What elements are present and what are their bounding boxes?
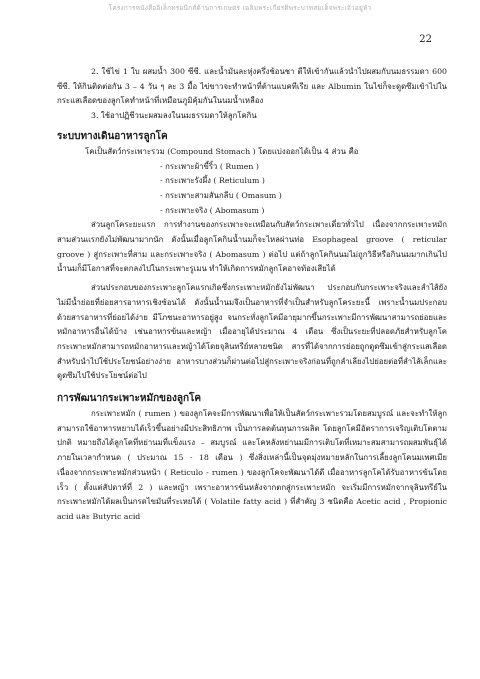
list-item: - กระเพาะรังผึ้ง ( Reticulum ) (160, 176, 265, 186)
list-item: - กระเพาะสามสันกลีบ ( Omasum ) (160, 190, 282, 200)
paragraph-5: ส่วนประกอบของกระเพาะลูกโคแรกเกิดซึ่งกระเพาะหมักยังไม่พัฒนา ประกอบกับกระเพาะจริงและลำไส้ยังไม่มีน้ำย่อยที่ย่อยสารอาหารเชิงซ้อนได้ ดังนั้นน้ำนมจึงเป็นอาหารที่จำเป็นสำหรับลูกโคระยะนี้ เพราะน้ำนมประกอบด้วยสารอาหารที่ย่อยได้ง่าย มีโภชนะอาหารอยู่สูง จนกระทั่งลูกโคมีอายุมากขึ้นกระเพาะมีการพัฒนาสามารถย่อยและหมักอาหารอื่นได้บ้าง เช่นอาหารข้นและหญ้า เมื่ออายุได้ประมาณ 4 เดือน ซึ่งเป็นระยะที่ปลอดภัยสำหรับลูกโค กระเพาะหมักสามารถหมักอาหารและหญ้าได้โดยจุลินทรีย์หลายชนิด สารที่ได้จากการย่อยถูกดูดซึมเข้าสู่กระแสเลือดสำหรับนำไปใช้ประโยชน์อย่างง่าย อาหารบางส่วนก็ผ่านต่อไปสู่กระเพาะจริงก่อนที่ถูกลำเลียงไปย่อยต่อที่ลำไส้เล็กและดูดซึมไปใช้ประโยชน์ต่อไป (57, 283, 447, 381)
heading-digestive-system: ระบบทางเดินอาหารลูกโค (57, 130, 168, 142)
paragraph-2: 3. ใช้อาปฏิชีวนะผสมลงในนมธรรมดาให้ลูกโคกิน (91, 111, 257, 121)
page-header: โครงการหนังสืออิเล็กทรอนิกส์ด้านการเกษตร เฉลิมพระเกียรติพระบาทสมเด็จพระเจ้าอยู่หัว (108, 4, 372, 12)
paragraph-4: ส่วนลูกโคระยะแรก การทำงานของกระเพาะจะเหมือนกับสัตว์กระเพาะเดี่ยวทั่วไป เนื่องจากกระเพาะหมักสามส่วนแรกยังไม่พัฒนามากนัก ดังนั้นเมื่อลูกโคกินน้ำนมก็จะไหลผ่านท่อ Esophageal groove ( reticular groove ) สู่กระเพาะที่สาม และกระเพาะจริง ( Abomasum ) ต่อไป แต่ถ้าลูกโคกินนมไม่ถูกวิธีหรือกินนมมากเกินไปน้ำนมก็มีโอกาสที่จะตกลงไปในกระเพาะรูเมน ทำให้เกิดการหมักลูกโคอาจท้องเสียได้ (57, 220, 447, 274)
list-item: - กระเพาะผ้าขี้ริ้ว ( Rumen ) (160, 161, 259, 171)
paragraph-6: กระเพาะหมัก ( rumen ) ของลูกโคจะมีการพัฒนาเพื่อให้เป็นสัตว์กระเพาะรวมโดยสมบูรณ์ และจะทำให้ลูกสามารถใช้อาหารหยาบได้เร็วขึ้นอย่างมีประสิทธิภาพ เป็นการลดต้นทุนการผลิต โดยลูกโคมีอัตราการเจริญเติบโตตามปกติ หมายถึงได้ลูกโคที่หย่านมที่แข็งแรง – สมบูรณ์ และโคหลังหย่านมมีการเติบโตที่เหมาะสมสามารถผสมพันธุ์ได้ภายในเวลากำหนด ( ประมาณ 15 - 18 เดือน ) ซึ่งสิ่งเหล่านี้เป็นจุดมุ่งหมายหลักในการเลี้ยงลูกโคนมเพศเมีย เนื่องจากกระเพาะหมักส่วนหน้า ( Reticulo - rumen ) ของลูกโคจะพัฒนาได้ดี เมื่ออาหารลูกโคได้รับอาหารข้นโดยเร็ว ( ตั้งแต่สัปดาห์ที่ 2 ) และหญ้า เพราะอาหารข้นหลังจากตกสู่กระเพาะหมัก จะเริ่มมีการหมักจากจุลินทรีย์ในกระเพาะหมักได้ผลเป็นกรดไขมันที่ระเหยได้ ( Volatile fatty acid ) ที่สำคัญ 3 ชนิดคือ Acetic acid , Propionic acid และ Butyric acid (57, 409, 447, 521)
list-item: - กระเพาะจริง ( Abomasum ) (160, 205, 265, 215)
paragraph-1: 2. ใช้ไข่ 1 ใบ ผสมน้ำ 300 ซีซี. และน้ำมันละหุ่งครึ่งช้อนชา ตีให้เข้ากันแล้วนำไปผสมกับนมธรรมดา 600 ซีซี. ให้กินติดต่อกัน 3 – 4 วัน ๆ ละ 3 มื้อ ไข่ขาวจะทำหน้าที่ต้านแบคทีเรีย และ Albumin ในไข่ก็จะดูดซึมเข้าไปในกระแสเลือดของลูกโคทำหน้าที่เหมือนภูมิคุ้มกันในนมน้ำเหลือง (57, 67, 447, 106)
paragraph-3: โคเป็นสัตว์กระเพาะรวม (Compound Stomach ) โดยแบ่งออกได้เป็น 4 ส่วน คือ (85, 146, 359, 156)
heading-rumen-development: การพัฒนากระเพาะหมักของลูกโค (57, 393, 202, 405)
page-content (57, 65, 447, 525)
stomach-parts-list (57, 160, 447, 219)
page-number: 22 (419, 34, 432, 45)
